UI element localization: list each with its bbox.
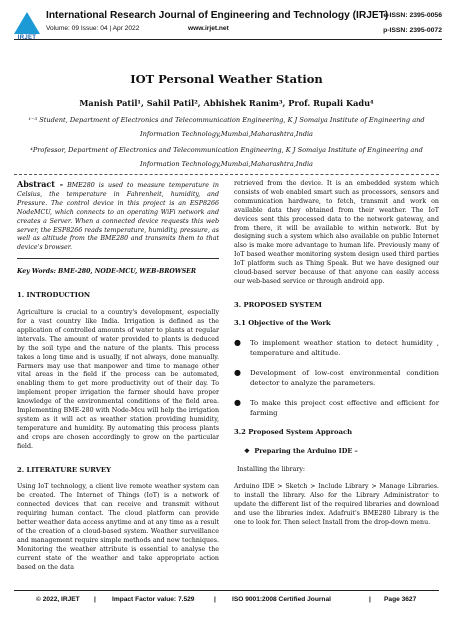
- objective-bullet: [234, 368, 439, 388]
- pissn: p-ISSN: 2395-0072: [383, 27, 442, 34]
- logo-text: IRJET: [17, 35, 37, 41]
- bullet-text: To make this project cost effective and efficient for farming: [250, 398, 439, 417]
- keywords: Key Words: BME-280, NODE-MCU, WEB-BROWSER: [17, 268, 197, 276]
- literature-text: Using IoT technology, a client live remote weather system can be created. The Internet of Things (IoT) is a network of connected devices that can receive and transmit without requiring human contact. The cloud platform can provide better weather data access anytime and at any time as a result of the creation of a cloud-based system. Weather surveillance and management require simple methods and new techniques. Monitoring the weather attribute is essential to analyse the current state of the weather and take appropriate action based on the data: [17, 483, 219, 571]
- approach-heading: 3.2 Proposed System Approach: [234, 427, 353, 436]
- abstract-text: BME280 is used to measure temperature in Celsius, the temperature in Fahrenheit, humidity, and Pressure. The control device in this project is an ESP8266 NodeMCU, which connects to an operating WiFi network and creates a Server. When a connected device requests this web server, the ESP8266 reads temperature, humidity, pressure, as well as altitude from the BME280 and transmits them to that device's browser.: [17, 182, 219, 252]
- right-column: [234, 180, 439, 528]
- bullet-text: To implement weather station to detect humidity , temperature and altitude.: [250, 338, 439, 357]
- proposed-heading: 3. PROPOSED SYSTEM: [234, 300, 322, 309]
- bullet-text: Development of low-cost environmental condition detector to analyze the parameters.: [250, 368, 439, 387]
- eissn: e-ISSN: 2395-0056: [383, 12, 442, 19]
- title-divider: [14, 174, 439, 175]
- arduino-heading: [234, 447, 439, 456]
- arduino-heading-text: Preparing the Arduino IDE –: [254, 446, 358, 455]
- abstract-divider: [17, 258, 219, 259]
- journal-url[interactable]: www.irjet.net: [188, 25, 229, 32]
- objective-bullet: [234, 338, 439, 358]
- footer-impact: Impact Factor value: 7.529: [112, 596, 195, 603]
- footer-divider: [14, 590, 439, 591]
- paper-title: IOT Personal Weather Station: [130, 72, 323, 86]
- abstract: [17, 180, 219, 253]
- objective-heading: 3.1 Objective of the Work: [234, 318, 331, 327]
- install-line: Installing the library:: [237, 465, 306, 473]
- bullet-dot-icon: ●: [234, 337, 241, 347]
- footer-sep: |: [369, 596, 371, 603]
- affiliation-students: ¹⁻³ Student, Department of Electronics and Telecommunication Engineering, K J Somaiya Institute of Engineering and Information Technology,Mumbai,Maharashtra,India: [28, 116, 425, 138]
- header-divider: [14, 39, 442, 40]
- continued-text: retrieved from the device. It is an embedded system which consists of web enabled smart such as processors, sensors and communication hardware, to fetch, transmit and work on available data they obtained from their weather. The IoT devices sent this processed data to the network gateway, and from there, it will be available to within network. But by designing such a system which also available on public Internet also is make more advantage to human life. Previously many of IoT based weather monitoring system design used third parties IoT platform such as Thing Speak. But we have designed our cloud-based server because of that anyone can easily access our web-based service or through android app.: [234, 180, 439, 285]
- abstract-label: Abstract -: [17, 179, 64, 189]
- journal-sub: [46, 25, 229, 32]
- objective-bullet: [234, 398, 439, 418]
- logo-triangle-icon: [14, 12, 40, 34]
- footer-sep: |: [94, 596, 96, 603]
- journal-name: International Research Journal of Engineering and Technology (IRJET): [46, 10, 389, 21]
- footer-page: Page 3627: [384, 596, 417, 603]
- volume-issue: Volume: 09 Issue: 04 | Apr 2022: [46, 25, 140, 32]
- footer-sep: |: [214, 596, 216, 603]
- affiliation-professor: ⁴Professor, Department of Electronics and Telecommunication Engineering, K J Somaiya Institute of Engineering and Information Technology,Mumbai,Maharashtra,India: [30, 146, 423, 168]
- footer-iso: ISO 9001:2008 Certified Journal: [232, 596, 331, 603]
- journal-header: [14, 8, 442, 54]
- intro-heading: 1. INTRODUCTION: [17, 291, 91, 300]
- diamond-bullet-icon: ❖: [244, 446, 250, 455]
- intro-text: Agriculture is crucial to a country's development, especially for a vast country like India. Irrigation is defined as the application of controlled amounts of water to plants at regular intervals. The amount of water provided to plants is deduced by the soil type and the nature of the plants. This process takes a long time and is usually, if not always, done manually. Farmers may use that manpower and time to manage other vital areas in the field if the process can be automated, enabling them to get more productivity out of their day. To implement proper irrigation the farmer should have proper knowledge of the environmental conditions of the field area. Implementing BME-280 with Node-Mcu will help the irrigation system as it will act as weather station providing humidity, temperature and humidity. By automating this process plants and crops are chosen accordingly to grow on the particular field.: [17, 309, 219, 450]
- bullet-dot-icon: ●: [234, 397, 241, 407]
- footer-copyright: © 2022, IRJET: [36, 596, 80, 603]
- bullet-dot-icon: ●: [234, 367, 241, 377]
- install-text: Arduino IDE > Sketch > Include Library > Manage Libraries. to install the library. Also for the Library Administrator to update the different list of the required libraries and download and use the libraries index. Adafruit's BME280 Library is the one to look for. Then select Install from the drop-down menu.: [234, 483, 439, 527]
- paper-authors: Manish Patil¹, Sahil Patil², Abhishek Ranim³, Prof. Rupali Kadu⁴: [79, 98, 374, 108]
- literature-heading: 2. LITERATURE SURVEY: [17, 465, 111, 474]
- left-column: [17, 180, 219, 573]
